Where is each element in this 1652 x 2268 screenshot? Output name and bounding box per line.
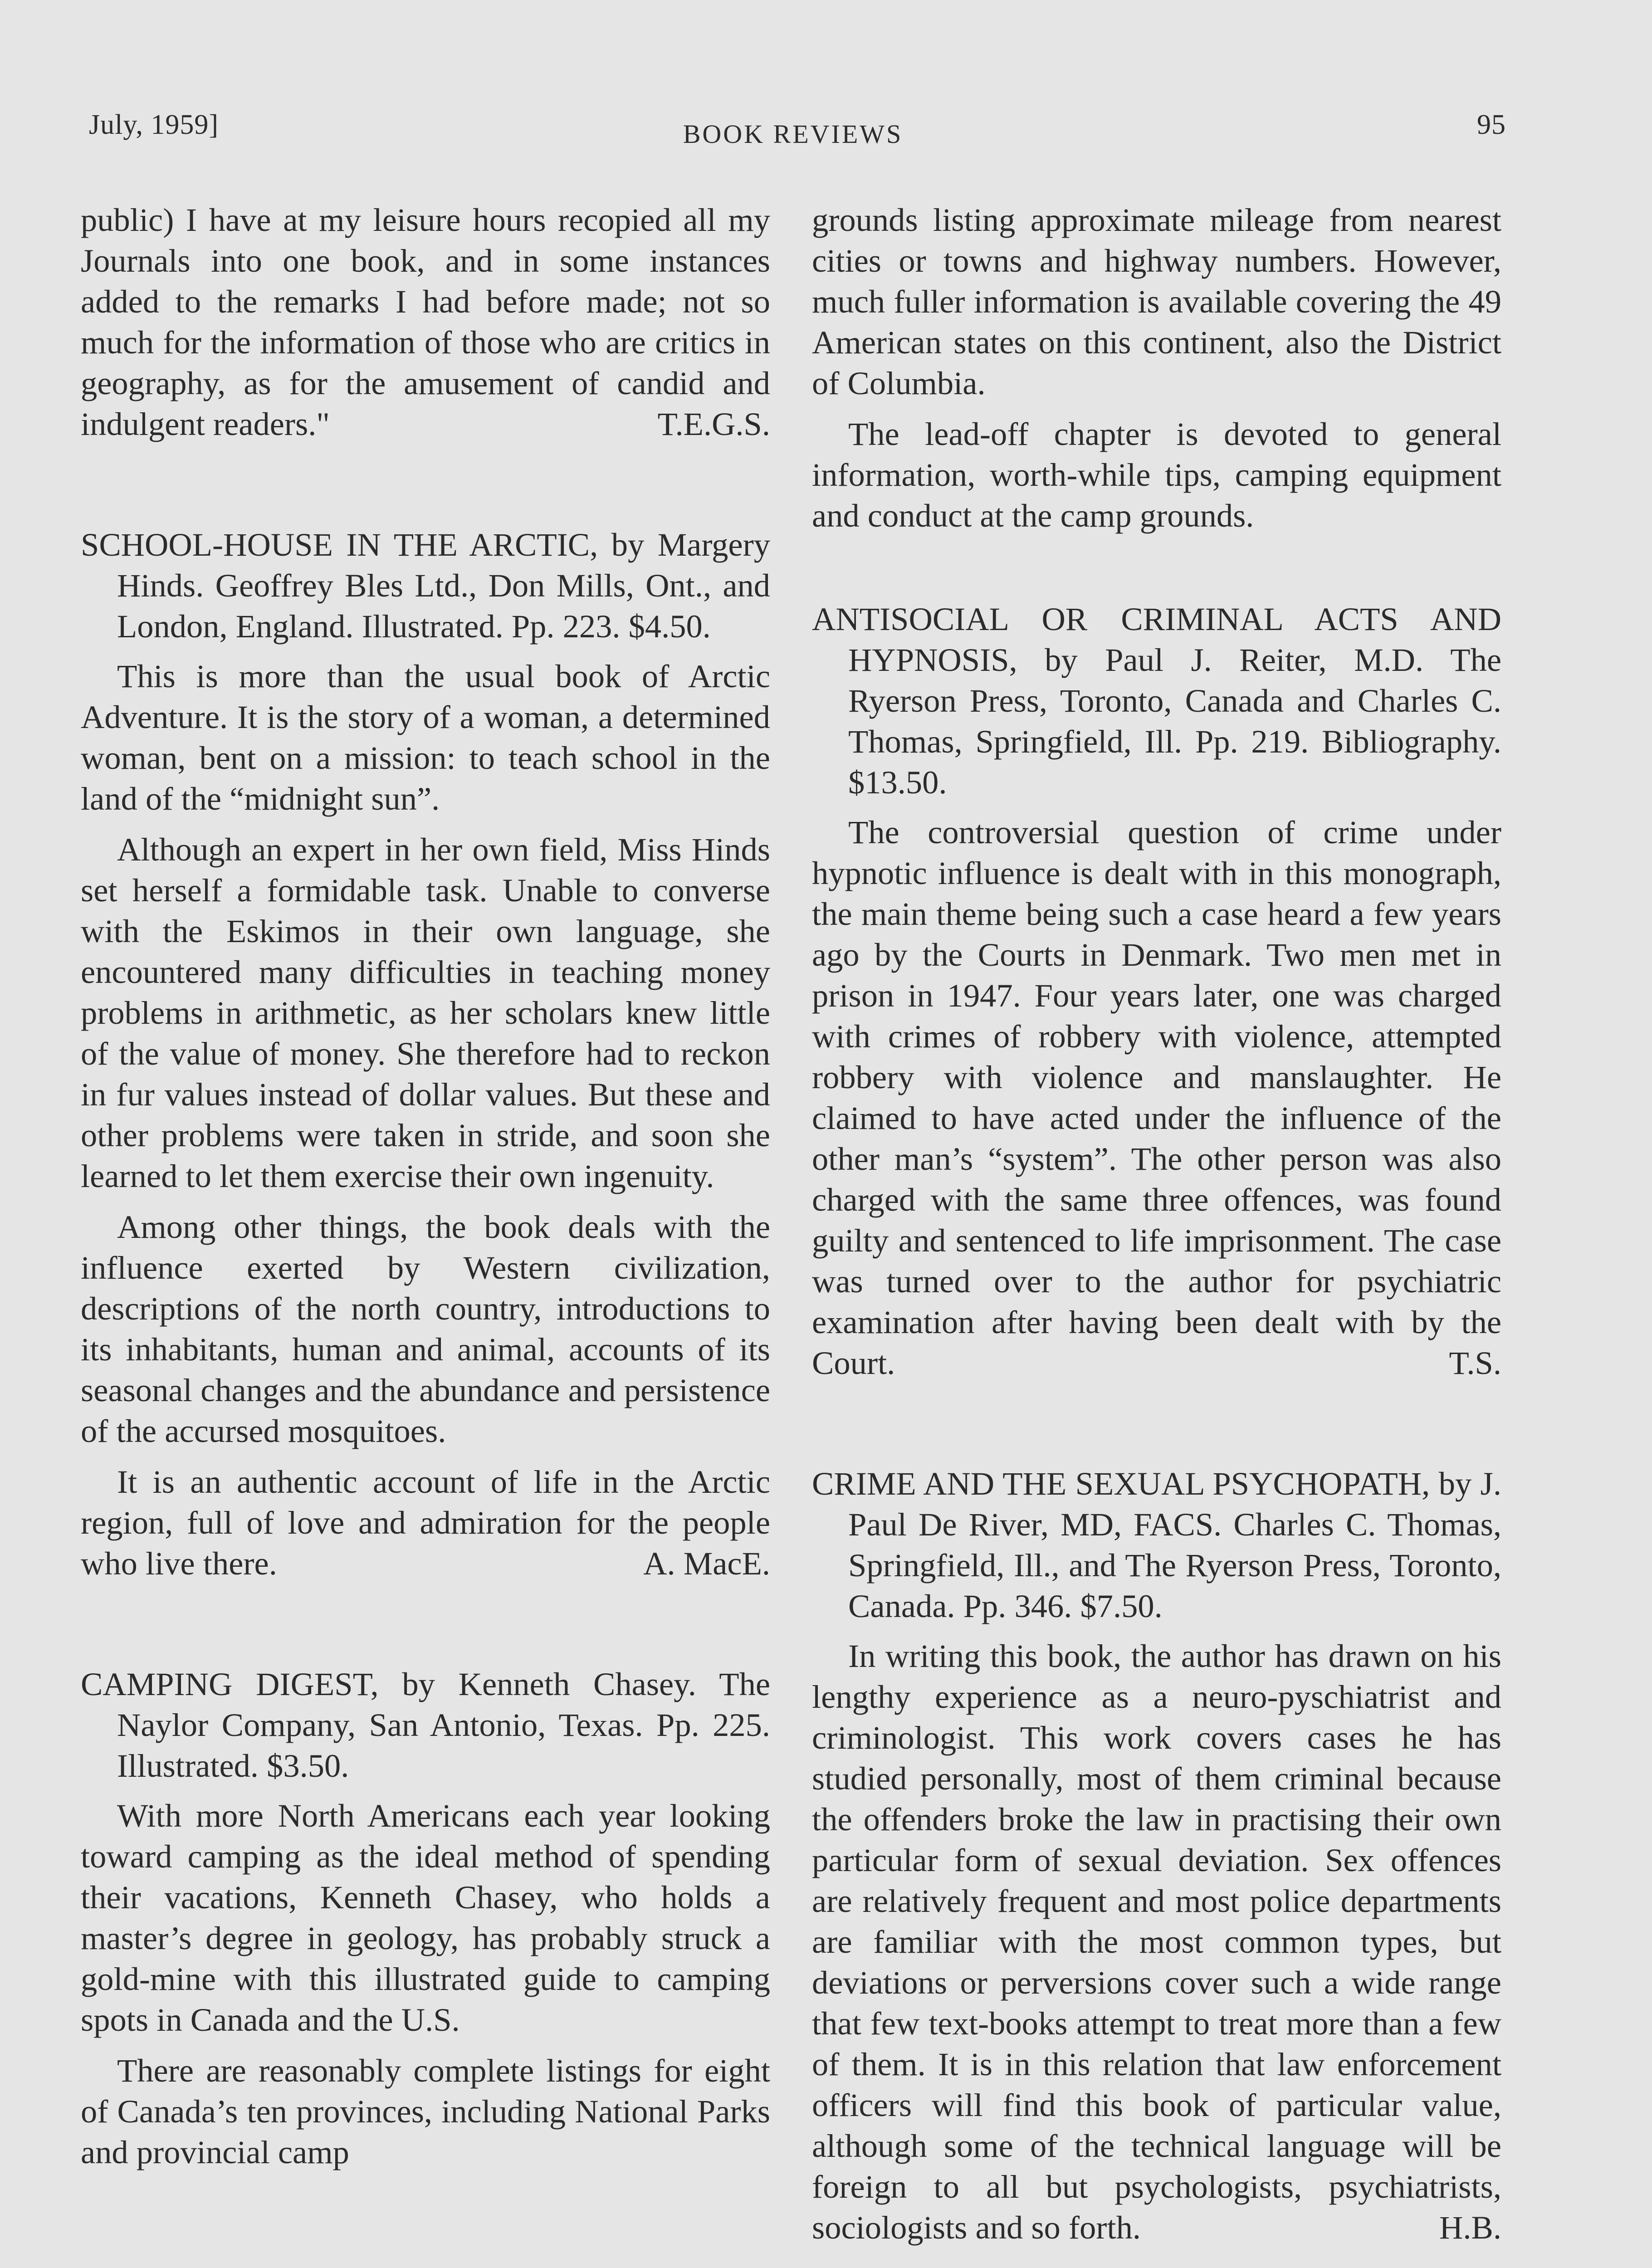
book-citation: by J. Paul De River, MD, FACS. Charles C. Thomas, Springfield, Ill., and The Ryerson Press, Toronto, Canada. Pp. 346. $7.50. [848,1465,1502,1624]
review-paragraph: This is more than the usual book of Arctic Adventure. It is the story of a woman, a determined woman, bent on a mission: to teach school in the land of the “midnight sun”. [81,658,770,817]
review-paragraph: There are reasonably complete listings for eight of Canada’s ten provinces, including National Parks and provincial camp [81,2052,770,2170]
review-heading-crime [812,1463,1501,1627]
book-title: CRIME AND THE SEXUAL PSYCHOPATH, [812,1465,1430,1502]
review-paragraph: It is an authentic account of life in the Arctic region, full of love and admiration for the people who live there. A. MacE. [81,1461,770,1584]
review-paragraph: The lead-off chapter is devoted to general information, worth-while tips, camping equipment and conduct at the camp grounds. [812,415,1501,534]
left-column [81,200,770,2183]
review-heading-antisocial [812,599,1501,803]
review-paragraph: The controversial question of crime under hypnotic influence is dealt with in this monograph, the main theme being such a case heard a few years ago by the Courts in Denmark. Two men met in prison in 1947. Four years later, one was charged with crimes of robbery with violence, attempted robbery with violence and manslaughter. He claimed to have acted under the influence of the other man’s “system”. The other person was also charged with the same three offences, was found guilty and sentenced to life imprisonment. The case was turned over to the author for psychiatric examination after having been dealt with by the Court. T.S. [812,812,1501,1383]
review-heading-camping [81,1664,770,1786]
continued-paragraph: grounds listing approximate mileage from nearest cities or towns and highway numbers. However, much fuller information is available covering the 49 American states on this continent, also the District of Columbia. [812,201,1501,401]
book-title: CAMPING DIGEST, [81,1666,379,1702]
continued-paragraph: public) I have at my leisure hours recopied all my Journals into one book, and in some instances added to the remarks I had before made; not so much for the information of those who are critics in geography, as for the amusement of candid and indulgent readers." T.E.G.S. [81,200,770,445]
issue-date: July, 1959] [89,109,219,140]
section-title: BOOK REVIEWS [683,119,903,149]
review-paragraph: In writing this book, the author has drawn on his lengthy experience as a neuro-pyschiatrist and criminologist. This work covers cases he has studied personally, most of them criminal because the offenders broke the law in practising their own particular form of sexual deviation. Sex offences are relatively frequent and most police departments are familiar with the most common types, but deviations or perversions cover such a wide range that few text-books attempt to treat more than a few of them. It is in this relation that law enforcement officers will find this book of particular value, although some of the technical language will be foreign to all but psychologists, psychiatrists, sociologists and so forth. H.B. [812,1636,1501,2248]
review-heading-school-house [81,524,770,647]
review-signature: T.E.G.S. [657,406,770,442]
right-column [812,200,1501,2258]
review-paragraph: Although an expert in her own field, Miss Hinds set herself a formidable task. Unable to converse with the Eskimos in their own language, she encountered many difficulties in teaching money problems in arithmetic, as her scholars knew little of the value of money. She therefore had to reckon in fur values instead of dollar values. But these and other problems were taken in stride, and soon she learned to let them exercise their own ingenuity. [81,831,770,1194]
running-head [80,109,1506,150]
book-title: SCHOOL-HOUSE IN THE ARCTIC, [81,526,598,563]
book-citation: by Kenneth Chasey. The Naylor Company, San Antonio, Texas. Pp. 225. Illustrated. $3.50. [117,1666,771,1784]
book-citation: by Margery Hinds. Geoffrey Bles Ltd., Don Mills, Ont., and London, England. Illustrated. Pp. 223. $4.50. [117,526,770,645]
review-signature: H.B. [1439,2209,1501,2246]
review-paragraph: Among other things, the book deals with the influence exerted by Western civilization, descriptions of the north country, introductions to its inhabitants, human and animal, accounts of its seasonal changes and the abundance and persistence of the accursed mosquitoes. [81,1208,770,1449]
book-citation: by Paul J. Reiter, M.D. The Ryerson Press, Toronto, Canada and Charles C. Thomas, Springfield, Ill. Pp. 219. Bibliography. $13.50. [848,641,1502,801]
page-number: 95 [1477,109,1506,140]
review-signature: A. MacE. [643,1545,770,1582]
review-paragraph: With more North Americans each year looking toward camping as the ideal method of spending their vacations, Kenneth Chasey, who holds a master’s degree in geology, has probably struck a gold-mine with this illustrated guide to camping spots in Canada and the U.S. [81,1797,770,2038]
review-signature: T.S. [1449,1344,1501,1381]
book-title: ANTISOCIAL OR CRIMINAL ACTS AND HYPNOSIS, [812,601,1501,678]
